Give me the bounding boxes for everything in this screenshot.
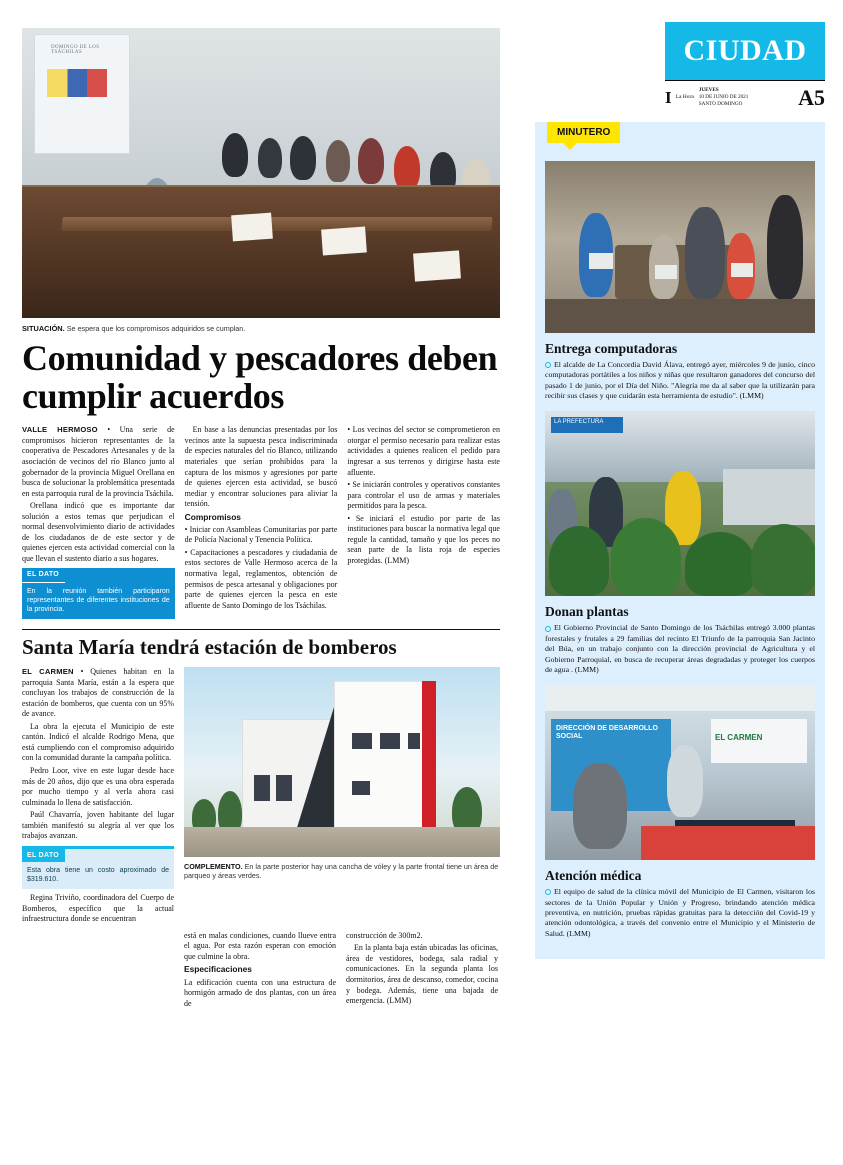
issue-full-date: 10 DE JUNIO DE 2021 [698, 93, 749, 100]
second-paragraph [22, 667, 174, 720]
photo-person [258, 138, 282, 178]
dato-box-lead [22, 568, 175, 619]
minutero-body-text: El equipo de salud de la clínica móvil del Municipio de El Carmen, visitaron los sectores de la Unión Popular y Unión y Progreso, brindando atención médica preventiva, en nutrición, pruebas rápidas gratuitas para la detección del Covid-19 y atención odontológica, a través del convenio entre el Municipio y el Ministerio de Salud. (LMM) [545, 887, 815, 938]
masthead-infobar [665, 80, 825, 114]
second-article-column-1 [22, 667, 174, 927]
minutero-item [545, 161, 815, 401]
photo-window [276, 775, 292, 801]
photo-person [685, 207, 725, 299]
issue-date [699, 87, 795, 108]
second-photo-wrap [184, 667, 500, 927]
lead-article-body [22, 425, 500, 619]
second-paragraph: está en malas condiciones, cuando llueve entra el agua. Por esta razón esperan con emoción que culmine la obra. [184, 930, 336, 961]
minutero-item [545, 685, 815, 939]
photo-person [667, 745, 703, 817]
minutero-body-text: El Gobierno Provincial de Santo Domingo de los Tsáchilas entregó 3.000 plantas forestales y frutales a 29 familias del recinto El Triunfo de la parroquia San Jacinto del Búa, en un trabajo conjunto con la dirección provincial de Agricultura y el Gobierno Parroquial, en busca de recuperar áreas degradadas y proteger los cuerpos de agua . (LMM) [545, 623, 815, 674]
photo-banner-text-2: EL CARMEN [715, 733, 763, 743]
second-article-column-2 [184, 931, 336, 1011]
minutero-title: Donan plantas [545, 604, 629, 620]
second-paragraph: Regina Triviño, coordinadora del Cuerpo de Bomberos, específico que la actual infraestructura donde se encuentran [22, 893, 174, 924]
dato-tag: EL DATO [22, 568, 65, 582]
dato-box-second [22, 846, 174, 889]
photo-window [352, 781, 370, 795]
lead-paragraph: En base a las denuncias presentadas por los vecinos ante la supuesta pesca indiscriminada de especies naturales del río Blanco, utilizando materiales que serían prohibidos para la captura de los mismos y agresiones por parte de quienes ejercen esta actividad, se buscó mediar y encontrar soluciones para aliviar la tensión. [184, 425, 338, 509]
photo-person [394, 146, 420, 190]
photo-document [321, 226, 367, 255]
bullet-dot-icon [545, 626, 551, 632]
lead-paragraph-text: • Una serie de compromisos hicieron representantes de la cooperativa de Pescadores Artesanales y de la asociación de vecinos del río Blanco junto al gobernador de la provincia Miguel Orellana en busca de solucionar la problemática presentada en esta parroquia rural de la provincia Tsáchila. [22, 425, 175, 498]
minutero-body [545, 887, 815, 939]
second-paragraph: La edificación cuenta con una estructura de hormigón armado de dos plantas, con un área de [184, 977, 336, 1008]
photo-laptop [655, 265, 677, 279]
second-paragraph: construcción de 300m2. [346, 930, 423, 940]
computers-photo [545, 161, 815, 333]
second-headline: Santa María tendrá estación de bomberos [22, 634, 397, 659]
second-paragraph-text: • Quienes habitan en la parroquia Santa María, están a la espera que concluyan los trabajos de construcción de la estación de bomberos, que cuenta con un 95% de avance. [22, 667, 174, 719]
paper-name: La Hora [675, 94, 694, 101]
section-divider [22, 629, 500, 630]
plants-photo [545, 411, 815, 596]
section-title: CIUDAD [683, 34, 807, 67]
photo-person [290, 136, 316, 180]
photo-table-cloth [641, 826, 815, 860]
photo-building-tall [334, 681, 432, 831]
photo-window [380, 733, 400, 749]
dato-text: Esta obra tiene un costo aproximado de $319.610. [27, 867, 169, 884]
photo-banner-text: LA PREFECTURA [554, 419, 604, 426]
caption-text: En la parte posterior hay una cancha de vóley y la parte frontal tiene un área de parqueo y áreas verdes. [184, 862, 499, 881]
photo-window [254, 775, 270, 801]
photo-plant [549, 526, 609, 596]
page-number: A5 [798, 84, 825, 110]
photo-document [413, 250, 461, 281]
second-kicker: EL CARMEN [22, 667, 74, 677]
dato-text: En la reunión también participaron representantes de diferentes instituciones de la provincia. [27, 587, 170, 613]
photo-floor [545, 299, 815, 333]
caption-text: Se espera que los compromisos adquiridos se cumplan. [66, 324, 246, 333]
lead-kicker: VALLE HERMOSO [22, 425, 98, 435]
lead-headline: Comunidad y pescadores deben cumplir acuerdos [22, 338, 498, 417]
dato-tag: EL DATO [22, 849, 65, 862]
photo-red-stripe [422, 681, 436, 831]
photo-person [326, 140, 350, 182]
second-photo-caption [184, 857, 500, 884]
minutero-items [535, 151, 825, 939]
photo-logo-panel [711, 719, 807, 763]
lead-bullet: • Se iniciarán controles y operativos constantes para controlar el uso de armas y materiales permitidos para la pesca. [347, 480, 500, 511]
caption-label: SITUACIÓN. [22, 324, 65, 333]
second-paragraph: Pedro Loor, vive en este lugar desde hace más de 20 años, dijo que es una obra esperada por mucho tiempo y al verla ahora casi culminada lo llena de satisfacción. [22, 765, 174, 807]
lead-bullet: • Se iniciará el estudio por parte de las instituciones para buscar la normativa legal que regule la cantidad, tamaño y que los peces no sean parte de la lista roja de especies protegidas. (LMM) [347, 513, 500, 565]
fire-station-photo [184, 667, 500, 857]
photo-plant [611, 518, 681, 596]
bullet-dot-icon [545, 889, 551, 895]
main-content-column [22, 28, 500, 1011]
photo-sofa [615, 245, 745, 299]
photo-person [767, 195, 803, 299]
photo-person [222, 133, 248, 177]
photo-tabletop [61, 217, 492, 231]
photo-plant [751, 524, 815, 596]
minutero-item [545, 411, 815, 675]
minutero-title: Atención médica [545, 868, 642, 884]
photo-window [408, 733, 420, 749]
lead-photo [22, 28, 500, 318]
lead-bullet: • Los vecinos del sector se comprometieron en otorgar el permiso necesario para realizar estas actividades a quienes realicen el pedido para ingresar a sus terrenos y dirigirse hasta este afluente. [347, 425, 500, 477]
lead-bullet: • Capacitaciones a pescadores y ciudadanía de estos sectores de Valle Hermoso acerca de la normativa legal, reglamentos, obtención de permisos de pesca artesanal y obligaciones por parte de quienes ejercen la pesca en este afluente de Santo Domingo de los Tsáchilas. [184, 547, 338, 610]
photo-banner-text-1: DIRECCIÓN DE DESARROLLO SOCIAL [556, 725, 658, 741]
minutero-rail [535, 122, 825, 959]
photo-document [231, 213, 273, 242]
photo-ground [184, 827, 500, 857]
photo-person [573, 763, 627, 849]
photo-plant [685, 532, 755, 596]
second-article-column-3 [346, 931, 498, 1011]
medical-photo [545, 685, 815, 860]
photo-government-banner [34, 34, 130, 154]
minutero-title: Entrega computadoras [545, 341, 678, 356]
photo-laptop [731, 263, 753, 277]
lead-paragraph [22, 425, 175, 499]
bullet-dot-icon [545, 362, 551, 368]
photo-prefectura-banner [551, 417, 623, 433]
photo-tent-top [545, 685, 815, 711]
second-paragraph: En la planta baja están ubicadas las oficinas, área de vestidores, bodega, sala radial y comunicaciones. En la segunda planta los dormitorios, área de descanso, comedor, cocina y bodega. Además, tiene una bajada de emergencia. (LMM) [346, 943, 498, 1006]
banner-text-top: DOMINGO DE LOS TSÁCHILAS [51, 45, 100, 55]
photo-window [352, 733, 372, 749]
issue-weekday: JUEVES [698, 86, 719, 93]
lead-paragraph: Orellana indicó que es importante dar solución a estos temas que perjudican el normal desenvolvimiento diario de actividades de los ciudadanos de de este sector y de quienes ejercen esta actividad comercial con la que llevan el sustento diario a sus hogares. [22, 501, 175, 563]
minutero-badge: MINUTERO [547, 122, 620, 143]
minutero-body-text: El alcalde de La Concordia David Álava, entregó ayer, miércoles 9 de junio, cinco computadoras portátiles a los niños y niñas que resultaron ganadores del concurso del pasado 1 de junio, por el Día del Niño. "Alegría me da al saber que la utilizarán para recibir sus clases y que cuidarán esta herramienta de estudio". (LMM) [545, 360, 815, 401]
issue-city: SANTO DOMINGO [698, 101, 743, 107]
photo-laptop [589, 253, 613, 269]
lead-subhead: Compromisos [184, 511, 241, 522]
second-paragraph: La obra la ejecuta el Municipio de este cantón. Indicó el alcalde Rodrigo Mena, que está cumpliendo con el compromiso adquirido con la comunidad durante la campaña política. [22, 721, 174, 763]
minutero-body [545, 623, 815, 675]
caption-label: COMPLEMENTO. [184, 862, 243, 872]
second-subhead: Especificaciones [184, 964, 252, 975]
photo-table [22, 185, 500, 318]
paper-logo-icon: I [665, 88, 672, 107]
photo-truck [723, 469, 815, 525]
second-bottom-spacer [22, 931, 174, 1011]
section-masthead [665, 22, 825, 80]
second-article-top [22, 667, 500, 927]
minutero-body [545, 360, 815, 401]
lead-photo-caption [22, 318, 500, 337]
second-paragraph: Paúl Chavarría, joven habitante del lugar también manifestó su alegría al ver que los trabajos avanzan. [22, 810, 174, 841]
photo-person [358, 138, 384, 184]
second-article-bottom [22, 931, 500, 1011]
lead-bullet: • Iniciar con Asambleas Comunitarias por parte de Policía Nacional y Tenencia Política. [184, 524, 338, 545]
